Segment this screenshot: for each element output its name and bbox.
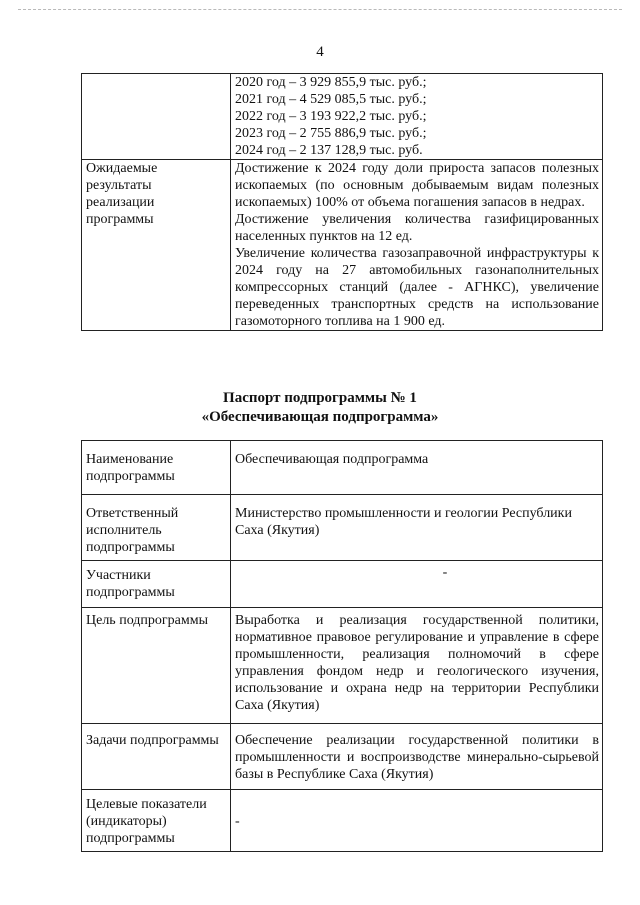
funding-year-2021: 2021 год – 4 529 085,5 тыс. руб.;	[235, 92, 427, 107]
funding-year-2020: 2020 год – 3 929 855,9 тыс. руб.;	[235, 75, 427, 90]
expected-results-label: Ожидаемые результаты реализации программы	[82, 160, 231, 331]
row-label-goal: Цель подпрограммы	[82, 608, 231, 724]
row-value-tasks: Обеспечение реализации государственной политики в промышленности и воспроизводстве минерально-сырьевой базы в Республике Саха (Якутия)	[231, 724, 603, 790]
passport-row-indicators	[82, 790, 603, 852]
expected-results-text	[231, 160, 603, 331]
expected-results-row	[82, 160, 603, 331]
subprogram-passport-table	[81, 440, 603, 852]
result-paragraph-gas-stations: Увеличение количества газозаправочной инфраструктуры к 2024 году на 27 автомобильных газонаполнительных компрессорных станций (далее - АГНКС), увеличение переведенных транспортных средств на использование газомоторного топлива на 1 900 ед.	[235, 246, 599, 329]
row-label-indicators: Целевые показатели (индикаторы) подпрограммы	[82, 790, 231, 852]
result-paragraph-reserves: Достижение к 2024 году доли прироста запасов полезных ископаемых (по основным добываемым видам полезных ископаемых) 100% от объема погашения запасов в недрах.	[235, 161, 599, 210]
subprogram-subtitle: «Обеспечивающая подпрограмма»	[201, 409, 439, 425]
funding-year-2022: 2022 год – 3 193 922,2 тыс. руб.;	[235, 109, 427, 124]
row-label-executor: Ответственный исполнитель подпрограммы	[82, 495, 231, 561]
funding-values-cell	[231, 74, 603, 160]
passport-row-goal	[82, 608, 603, 724]
subprogram-title: Паспорт подпрограммы № 1	[223, 390, 417, 406]
result-paragraph-gasification: Достижение увеличения количества газифицированных населенных пунктов на 12 ед.	[235, 212, 599, 244]
program-passport-continuation-table	[81, 73, 603, 331]
row-label-name: Наименование подпрограммы	[82, 441, 231, 495]
passport-row-executor	[82, 495, 603, 561]
row-value-executor: Министерство промышленности и геологии Республики Саха (Якутия)	[231, 495, 603, 561]
row-value-indicators: -	[231, 790, 603, 852]
passport-row-tasks	[82, 724, 603, 790]
passport-row-participants	[82, 561, 603, 608]
row-label-tasks: Задачи подпрограммы	[82, 724, 231, 790]
funding-label-cell	[82, 74, 231, 160]
top-scan-line	[18, 9, 622, 10]
passport-row-name	[82, 441, 603, 495]
page-number: 4	[316, 44, 324, 60]
row-value-name: Обеспечивающая подпрограмма	[231, 441, 603, 495]
funding-year-2024: 2024 год – 2 137 128,9 тыс. руб.	[235, 143, 423, 158]
funding-row	[82, 74, 603, 160]
row-value-participants: -	[231, 561, 603, 608]
row-value-goal: Выработка и реализация государственной политики, нормативное правовое регулирование и управление в сфере промышленности, реализация полномочий в сфере управления фондом недр и геологического изучения, использование и охрана недр на территории Республики Саха (Якутия)	[231, 608, 603, 724]
funding-year-2023: 2023 год – 2 755 886,9 тыс. руб.;	[235, 126, 427, 141]
row-label-participants: Участники подпрограммы	[82, 561, 231, 608]
